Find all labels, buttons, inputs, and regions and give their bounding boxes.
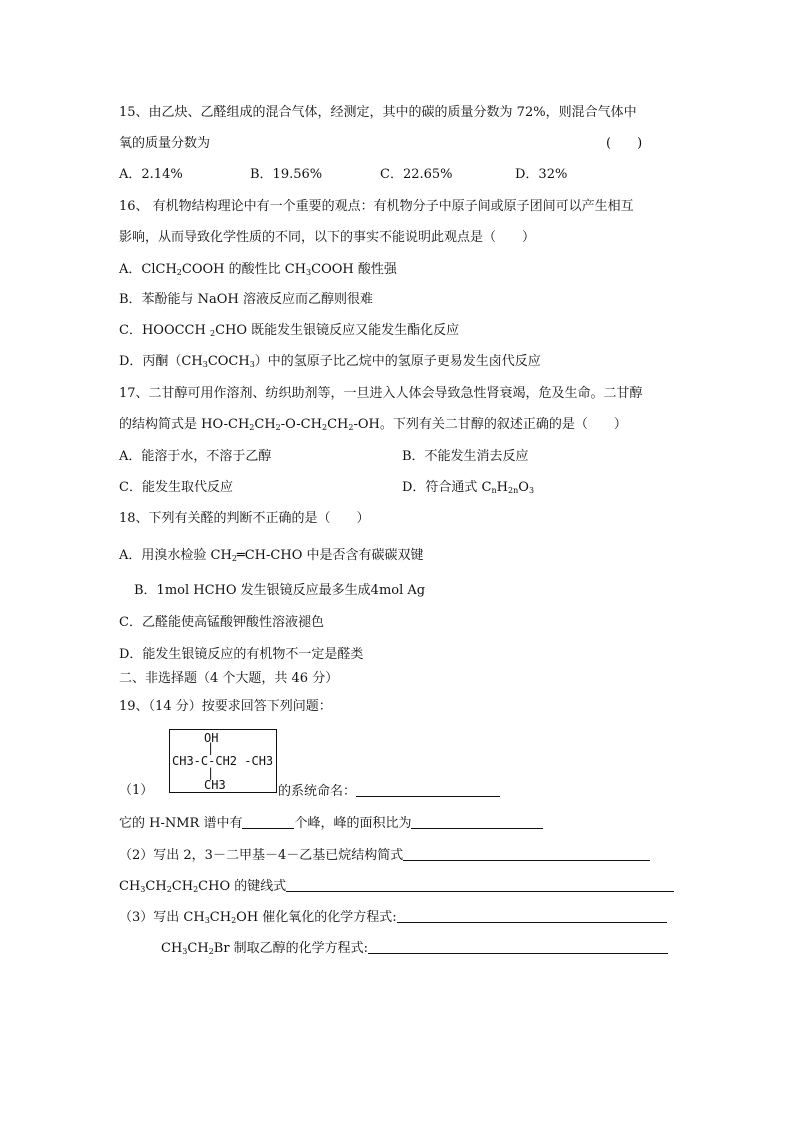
structure-ch3: CH3 [204,778,226,792]
q17-stem-line1: 17、二甘醇可用作溶剂、纺织助剂等，一旦进入人体会导致急性肾衰竭，危及生命。二甘醇 [119,386,643,401]
q15-stem-line2: 氧的质量分数为 [119,136,211,151]
q19-part2-line: （2）写出 2，3－二甲基－4－乙基已烷结构简式 [119,846,650,865]
answer-blank-skeletal[interactable] [286,877,674,892]
answer-blank-peaks[interactable] [242,814,294,829]
structure-oh: OH [204,731,219,745]
q19-part3-line: （3）写出 $CH_3CH_2OH$ 催化氧化的化学方程式: [119,908,667,927]
q19-nmr-line: 它的 H-NMR 谱中有 个峰，峰的面积比为 [119,814,543,833]
q16-stem-line1: 16、 有机物结构理论中有一个重要的观点：有机物分子中原子间或原子团间可以产生相互 [119,199,634,214]
answer-blank-name[interactable] [356,782,500,797]
q19-part3b-line: $CH_3CH_2Br$ 制取乙醇的化学方程式: [161,939,668,958]
answer-blank-structure[interactable] [403,846,650,861]
q15-option-d: D．32% [515,167,568,182]
q19-part1-text: 的系统命名： [278,782,500,801]
q17-option-c: C．能发生取代反应 [119,480,233,495]
q15-option-b: B．19.56% [250,167,323,182]
q19-part1-label: （1） [119,783,154,798]
q15-option-c: C．22.65% [380,167,453,182]
q15-answer-paren: ( ) [606,136,643,151]
q17-stem-line2: 的结构简式是 $HO-CH_2CH_2-O-CH_2CH_2-OH$。下列有关二甘醇的叙述正确的是（ ） [119,417,627,432]
structure-bond-top: | [207,741,215,755]
section-heading: 二、非选择题（4 个大题，共 46 分） [119,671,339,686]
answer-blank-area-ratio[interactable] [411,814,543,829]
q18-option-a: A．用溴水检验 $CH_2═CH$-CHO 中是否含有碳碳双键 [119,548,424,563]
q18-stem: 18、下列有关醛的判断不正确的是（ ） [119,511,370,526]
q16-stem-line2: 影响，从而导致化学性质的不同，以下的事实不能说明此观点是（ ） [119,230,536,245]
q18-option-c: C．乙醛能使高锰酸钾酸性溶液褪色 [119,615,324,630]
answer-blank-oxidation-eq[interactable] [397,908,667,923]
structure-bond-bottom: | [207,766,215,780]
q16-option-d: D．丙酮$(CH_3COCH_3)$中的氢原子比乙烷中的氢原子更易发生卤代反应 [119,354,541,369]
structural-formula-box [169,729,277,793]
q15-option-a: A．2.14% [119,167,183,182]
q16-option-c: C．HOOCCH $_2$CHO 既能发生银镜反应又能发生酯化反应 [119,323,460,338]
q15-stem-line1: 15、由乙炔、乙醛组成的混合气体，经测定，其中的碳的质量分数为 72%，则混合气体中 [119,105,637,120]
q16-option-b: B．苯酚能与 NaOH 溶液反应而乙醇则很难 [119,292,373,307]
q17-option-b: B．不能发生消去反应 [402,449,529,464]
q18-option-d: D．能发生银镜反应的有机物不一定是醛类 [119,647,364,662]
q17-option-a: A．能溶于水，不溶于乙醇 [119,449,272,464]
q18-option-b: B．1mol HCHO 发生银镜反应最多生成4mol Ag [134,583,426,598]
structure-main-chain: CH3-C-CH2 -CH3 [172,754,274,768]
q19-stem: 19、（14 分）按要求回答下列问题： [119,699,332,714]
q16-option-a: A．ClCH$_2$COOH 的酸性比 $CH_3COOH$ 酸性强 [119,262,397,277]
q19-part2b-line: $CH_3CH_2CH_2CHO$ 的键线式 [119,877,674,896]
q17-option-d: D．符合通式 $C_nH_{2n}O_3$ [402,480,535,495]
answer-blank-ethanol-eq[interactable] [368,939,668,954]
